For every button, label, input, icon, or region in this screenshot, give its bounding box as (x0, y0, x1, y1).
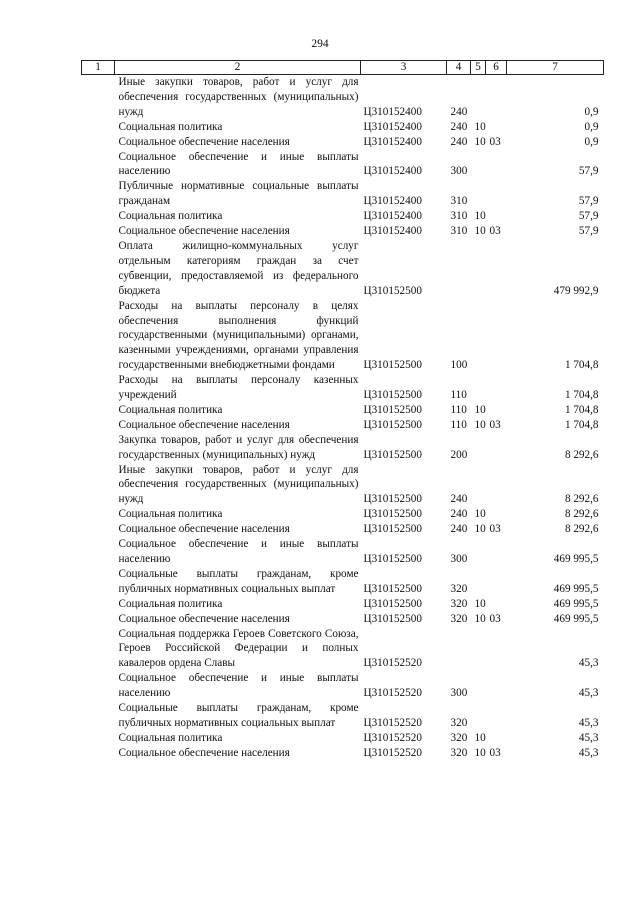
expense-type-cell: 240 (450, 105, 468, 118)
item-name-cell: Расходы на выплаты персоналу казенных учреждений (118, 374, 359, 402)
expense-type-cell: 240 (450, 508, 468, 521)
subsection-cell (486, 239, 507, 299)
amount-cell: 1 704,8 (564, 389, 599, 402)
item-name-cell: Иные закупки товаров, работ и услуг для обеспечения государственных (муниципальных) нужд (118, 463, 359, 506)
row-number-cell (82, 731, 115, 746)
table-row (82, 597, 604, 612)
amount-cell: 8 292,6 (564, 508, 599, 521)
amount-cell: 57,9 (578, 195, 599, 208)
expense-type-cell: 240 (450, 135, 468, 148)
expense-type-cell: 300 (450, 687, 468, 700)
table-row (82, 746, 604, 761)
table-row (82, 224, 604, 239)
subsection-cell (486, 150, 507, 180)
expense-type-cell: 240 (450, 493, 468, 506)
expense-type-cell: 100 (450, 359, 468, 372)
section-cell (471, 433, 486, 463)
section-cell (471, 299, 486, 374)
subsection-cell (486, 299, 507, 374)
section-cell: 10 (474, 225, 486, 238)
target-code-cell: Ц310152500 (363, 597, 422, 610)
item-name-cell: Социальная политика (118, 120, 223, 133)
row-number-cell (82, 418, 115, 433)
table-row (82, 418, 604, 433)
expense-type-cell (447, 627, 471, 672)
item-name-cell: Социальная политика (118, 731, 223, 744)
amount-cell: 0,9 (584, 120, 599, 133)
item-name-cell: Социальное обеспечение населения (118, 523, 290, 536)
amount-cell: 45,3 (578, 716, 599, 729)
table-row (82, 239, 604, 299)
expense-type-cell: 200 (450, 448, 468, 461)
table-row (82, 135, 604, 150)
subsection-cell: 03 (489, 418, 501, 431)
target-code-cell: Ц310152500 (363, 523, 422, 536)
subsection-cell (486, 537, 507, 567)
subsection-cell: 03 (489, 135, 501, 148)
subsection-cell: 03 (489, 612, 501, 625)
target-code-cell: Ц310152500 (363, 284, 422, 297)
table-row (82, 522, 604, 537)
row-number-cell (82, 239, 115, 299)
amount-cell: 469 995,5 (553, 553, 599, 565)
item-name-cell: Социальная поддержка Героев Советского Союза, Героев Российской Федерации и полных кавалеров ордена Славы (118, 627, 359, 670)
target-code-cell: Ц310152500 (363, 508, 422, 521)
item-name-cell: Социальное обеспечение населения (118, 225, 290, 238)
row-number-cell (82, 522, 115, 537)
subsection-cell: 03 (489, 746, 501, 759)
item-name-cell: Социальное обеспечение населения (118, 135, 290, 148)
table-body (82, 75, 604, 761)
item-name-cell: Расходы на выплаты персоналу в целях обеспечения выполнения функций государственными (муниципальными) органами, казенными учреждениями, органами управления государственными внебюджетными фондами (118, 299, 359, 372)
section-cell: 10 (474, 135, 486, 148)
table-row (82, 373, 604, 403)
amount-cell: 479 992,9 (553, 284, 599, 297)
section-cell: 10 (474, 120, 486, 133)
expense-type-cell: 110 (450, 418, 467, 431)
row-number-cell (82, 150, 115, 180)
table-row (82, 627, 604, 672)
expense-type-cell: 310 (450, 210, 468, 223)
expense-type-cell: 310 (450, 195, 468, 208)
row-number-cell (82, 507, 115, 522)
header-row (82, 61, 604, 75)
row-number-cell (82, 597, 115, 612)
budget-table (81, 60, 604, 761)
subsection-cell: 03 (489, 523, 501, 536)
table-row (82, 150, 604, 180)
target-code-cell: Ц310152400 (363, 135, 422, 148)
target-code-cell: Ц310152400 (363, 195, 422, 208)
subsection-cell (486, 463, 507, 508)
row-number-cell (82, 746, 115, 761)
target-code-cell: Ц310152500 (363, 553, 422, 565)
table-row (82, 75, 604, 120)
amount-cell: 469 995,5 (553, 597, 599, 610)
row-number-cell (82, 433, 115, 463)
amount-cell: 469 995,5 (553, 582, 599, 595)
item-name-cell: Социальное обеспечение населения (118, 612, 290, 625)
section-cell: 10 (474, 597, 486, 610)
amount-cell: 57,9 (578, 165, 599, 178)
item-name-cell: Социальные выплаты гражданам, кроме публичных нормативных социальных выплат (118, 567, 359, 595)
header-col-2: 2 (115, 61, 361, 75)
subsection-cell (486, 701, 507, 731)
amount-cell: 1 704,8 (564, 418, 599, 431)
item-name-cell: Социальная политика (118, 403, 223, 416)
target-code-cell: Ц310152500 (363, 582, 422, 595)
item-name-cell: Иные закупки товаров, работ и услуг для обеспечения государственных (муниципальных) нужд (118, 76, 359, 118)
subsection-cell (486, 433, 507, 463)
section-cell: 10 (474, 746, 486, 759)
row-number-cell (82, 627, 115, 672)
target-code-cell: Ц310152400 (363, 165, 422, 178)
subsection-cell (486, 75, 507, 120)
section-cell: 10 (474, 210, 486, 223)
table-row (82, 403, 604, 418)
row-number-cell (82, 701, 115, 731)
target-code-cell: Ц310152500 (363, 359, 422, 372)
table-row (82, 209, 604, 224)
item-name-cell: Социальное обеспечение и иные выплаты населению (118, 672, 359, 700)
row-number-cell (82, 179, 115, 209)
expense-type-cell: 310 (450, 225, 468, 238)
header-col-5: 5 (471, 61, 486, 75)
section-cell (471, 150, 486, 180)
page-number: 294 (311, 38, 329, 50)
target-code-cell: Ц310152400 (363, 210, 422, 223)
target-code-cell: Ц310152520 (363, 746, 422, 759)
row-number-cell (82, 671, 115, 701)
expense-type-cell: 240 (450, 523, 468, 536)
table-row (82, 671, 604, 701)
section-cell (471, 567, 486, 597)
section-cell: 10 (474, 612, 486, 625)
row-number-cell (82, 299, 115, 374)
section-cell (471, 537, 486, 567)
expense-type-cell: 320 (450, 716, 468, 729)
header-col-4: 4 (447, 61, 471, 75)
subsection-cell (486, 403, 507, 418)
target-code-cell: Ц310152400 (363, 120, 422, 133)
item-name-cell: Закупка товаров, работ и услуг для обеспечения государственных (муниципальных) нужд (118, 433, 359, 461)
row-number-cell (82, 403, 115, 418)
target-code-cell: Ц310152500 (363, 403, 422, 416)
target-code-cell: Ц310152500 (363, 389, 422, 402)
row-number-cell (82, 537, 115, 567)
amount-cell: 8 292,6 (564, 493, 599, 506)
table-row (82, 612, 604, 627)
row-number-cell (82, 224, 115, 239)
expense-type-cell: 110 (450, 403, 467, 416)
item-name-cell: Социальное обеспечение и иные выплаты населению (118, 150, 359, 178)
subsection-cell (486, 597, 507, 612)
target-code-cell: Ц310152520 (363, 687, 422, 700)
subsection-cell (486, 507, 507, 522)
table-row (82, 433, 604, 463)
table-row (82, 537, 604, 567)
amount-cell: 8 292,6 (564, 523, 599, 536)
target-code-cell: Ц310152520 (363, 731, 422, 744)
amount-cell: 57,9 (578, 225, 599, 238)
target-code-cell: Ц310152400 (363, 225, 422, 238)
item-name-cell: Социальная политика (118, 597, 223, 610)
table-row (82, 299, 604, 374)
expense-type-cell (447, 239, 471, 299)
item-name-cell: Социальные выплаты гражданам, кроме публичных нормативных социальных выплат (118, 702, 359, 729)
amount-cell: 1 704,8 (564, 359, 599, 372)
section-cell (471, 239, 486, 299)
expense-type-cell: 240 (450, 120, 468, 133)
section-cell (471, 179, 486, 209)
expense-type-cell: 320 (450, 582, 468, 595)
section-cell: 10 (474, 731, 486, 744)
subsection-cell (486, 731, 507, 746)
section-cell: 10 (474, 403, 486, 416)
row-number-cell (82, 463, 115, 508)
item-name-cell: Оплата жилищно-коммунальных услуг отдельным категориям граждан за счет субвенции, предоставляемой из федерального бюджета (118, 239, 359, 297)
row-number-cell (82, 120, 115, 135)
target-code-cell: Ц310152500 (363, 418, 422, 431)
subsection-cell (486, 373, 507, 403)
target-code-cell: Ц310152520 (363, 716, 422, 729)
section-cell: 10 (474, 523, 486, 536)
section-cell (471, 627, 486, 672)
amount-cell: 0,9 (584, 105, 599, 118)
subsection-cell (486, 179, 507, 209)
amount-cell: 1 704,8 (564, 403, 599, 416)
table-row (82, 463, 604, 508)
expense-type-cell: 300 (450, 165, 468, 178)
subsection-cell (486, 209, 507, 224)
row-number-cell (82, 612, 115, 627)
table-header (82, 61, 604, 75)
expense-type-cell: 300 (450, 553, 468, 565)
expense-type-cell: 320 (450, 746, 468, 759)
expense-type-cell: 320 (450, 612, 468, 625)
section-cell (471, 671, 486, 701)
table-row (82, 567, 604, 597)
header-col-3: 3 (361, 61, 447, 75)
table-row (82, 701, 604, 731)
table-row (82, 731, 604, 746)
subsection-cell (486, 671, 507, 701)
target-code-cell: Ц310152500 (363, 612, 422, 625)
item-name-cell: Социальное обеспечение населения (118, 746, 290, 759)
item-name-cell: Социальное обеспечение и иные выплаты населению (118, 538, 359, 565)
amount-cell: 57,9 (578, 210, 599, 223)
table-row (82, 179, 604, 209)
subsection-cell: 03 (489, 225, 501, 238)
amount-cell: 45,3 (578, 657, 599, 670)
row-number-cell (82, 209, 115, 224)
item-name-cell: Социальная политика (118, 508, 223, 521)
section-cell (471, 75, 486, 120)
amount-cell: 8 292,6 (564, 448, 599, 461)
table-row (82, 507, 604, 522)
amount-cell: 45,3 (578, 687, 599, 700)
subsection-cell (486, 120, 507, 135)
section-cell (471, 463, 486, 508)
amount-cell: 0,9 (584, 135, 599, 148)
section-cell (471, 373, 486, 403)
expense-type-cell: 320 (450, 731, 468, 744)
expense-type-cell: 320 (450, 597, 468, 610)
subsection-cell (486, 627, 507, 672)
target-code-cell: Ц310152520 (363, 657, 422, 670)
row-number-cell (82, 75, 115, 120)
target-code-cell: Ц310152500 (363, 448, 422, 461)
amount-cell: 469 995,5 (553, 612, 599, 625)
header-col-6: 6 (486, 61, 507, 75)
target-code-cell: Ц310152500 (363, 493, 422, 506)
section-cell: 10 (474, 418, 486, 431)
expense-type-cell: 110 (450, 389, 467, 402)
section-cell: 10 (474, 508, 486, 521)
row-number-cell (82, 373, 115, 403)
amount-cell: 45,3 (578, 731, 599, 744)
item-name-cell: Социальная политика (118, 210, 223, 223)
header-col-1: 1 (82, 61, 115, 75)
amount-cell: 45,3 (578, 746, 599, 759)
section-cell (471, 701, 486, 731)
item-name-cell: Публичные нормативные социальные выплаты гражданам (118, 180, 359, 208)
row-number-cell (82, 135, 115, 150)
target-code-cell: Ц310152400 (363, 105, 422, 118)
row-number-cell (82, 567, 115, 597)
header-col-7: 7 (507, 61, 604, 75)
subsection-cell (486, 567, 507, 597)
table-row (82, 120, 604, 135)
item-name-cell: Социальное обеспечение населения (118, 418, 290, 431)
